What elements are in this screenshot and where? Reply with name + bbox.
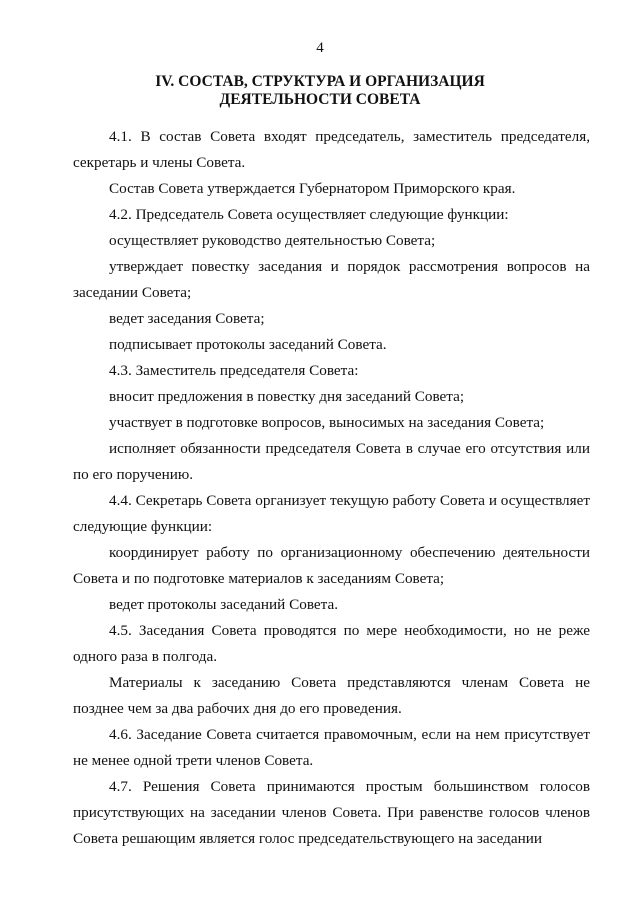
paragraph-composition-approval: Состав Совета утверждается Губернатором Приморского края. — [109, 180, 516, 197]
section-heading-line-2: ДЕЯТЕЛЬНОСТИ СОВЕТА — [219, 91, 421, 108]
paragraph-4-1: 4.1. В состав Совета входят председатель, заместитель председателя, секретарь и члены Совета. — [73, 128, 590, 171]
paragraph-4-7: 4.7. Решения Совета принимаются простым большинством голосов присутствующих на заседании членов Совета. При равенстве голосов членов Совета решающим является голос председательствующего на заседании — [73, 778, 590, 847]
paragraph-4-3: 4.3. Заместитель председателя Совета: — [109, 362, 359, 379]
list-item: участвует в подготовке вопросов, выносимых на заседания Совета; — [109, 414, 545, 431]
paragraph-4-4: 4.4. Секретарь Совета организует текущую работу Совета и осуществляет следующие функции: — [73, 492, 590, 535]
list-item: утверждает повестку заседания и порядок рассмотрения вопросов на заседании Совета; — [73, 258, 590, 301]
document-body — [73, 124, 590, 852]
section-heading — [60, 73, 580, 109]
list-item: вносит предложения в повестку дня заседаний Совета; — [109, 388, 465, 405]
list-item: исполняет обязанности председателя Совета в случае его отсутствия или по его поручению. — [73, 440, 590, 483]
section-heading-line-1: IV. СОСТАВ, СТРУКТУРА И ОРГАНИЗАЦИЯ — [155, 73, 485, 90]
paragraph-4-2: 4.2. Председатель Совета осуществляет следующие функции: — [109, 206, 509, 223]
page-number: 4 — [316, 40, 324, 56]
paragraph-4-6: 4.6. Заседание Совета считается правомочным, если на нем присутствует не менее одной трети членов Совета. — [73, 726, 590, 769]
list-item: ведет заседания Совета; — [109, 310, 265, 327]
list-item: координирует работу по организационному обеспечению деятельности Совета и по подготовке материалов к заседаниям Совета; — [73, 544, 590, 587]
paragraph-4-5: 4.5. Заседания Совета проводятся по мере необходимости, но не реже одного раза в полгода. — [73, 622, 590, 665]
list-item: подписывает протоколы заседаний Совета. — [109, 336, 387, 353]
paragraph-materials: Материалы к заседанию Совета представляются членам Совета не позднее чем за два рабочих дня до его проведения. — [73, 674, 590, 717]
list-item: осуществляет руководство деятельностью Совета; — [109, 232, 436, 249]
list-item: ведет протоколы заседаний Совета. — [109, 596, 339, 613]
